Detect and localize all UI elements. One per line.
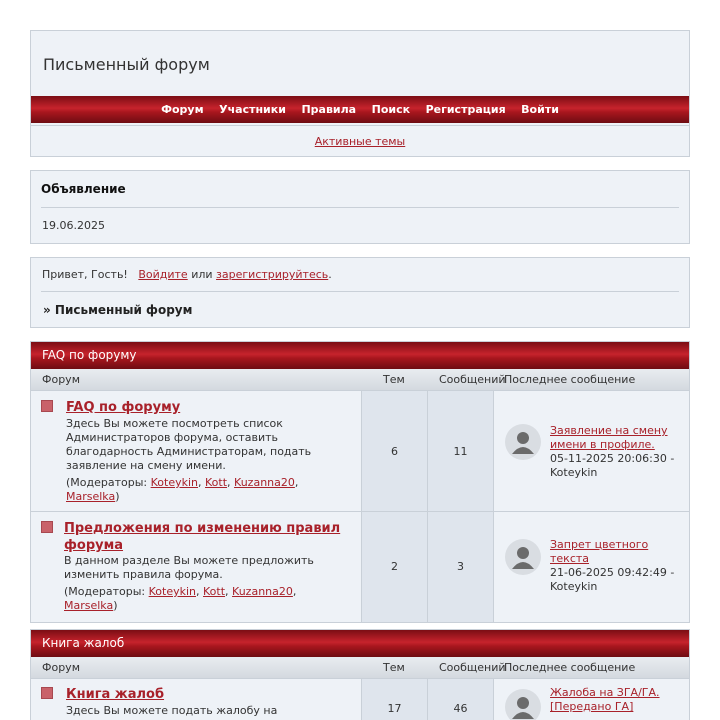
announcement-date: 19.06.2025 xyxy=(42,219,105,232)
forum-description: Здесь Вы можете посмотреть список Администраторов форума, оставить благодарность Администраторам, подать заявление на смену имени. xyxy=(66,417,312,472)
nav-members-link[interactable]: Участники xyxy=(219,103,286,116)
topics-count: 6 xyxy=(361,391,427,511)
last-post-info xyxy=(550,424,685,480)
user-avatar-icon xyxy=(505,689,541,720)
forum-title-link[interactable]: Книга жалоб xyxy=(66,687,165,702)
last-post-link[interactable]: Запрет цветного текста xyxy=(550,538,649,565)
moderator-link[interactable]: Kuzanna20 xyxy=(232,585,293,598)
col-topics: Тем xyxy=(383,373,405,386)
forum-title-link[interactable]: Предложения по изменению правил форума xyxy=(64,521,341,553)
moderator-link[interactable]: Marselka xyxy=(66,490,116,503)
or-text: или xyxy=(191,268,213,281)
board-title: Письменный форум xyxy=(43,55,210,74)
moderator-link[interactable]: Kuzanna20 xyxy=(234,476,295,489)
column-headers xyxy=(31,369,689,391)
announcement-panel xyxy=(30,170,690,244)
category-title[interactable]: Книга жалоб xyxy=(31,630,689,657)
divider xyxy=(41,291,679,292)
last-post-info xyxy=(550,538,685,594)
forum-description: Здесь Вы можете подать жалобу на xyxy=(66,704,278,717)
sub-navbar xyxy=(31,125,689,157)
breadcrumb: » Письменный форум xyxy=(43,303,193,317)
column-headers xyxy=(31,657,689,679)
last-post-link[interactable]: Жалоба на ЗГА/ГА. [Передано ГА] xyxy=(550,686,660,713)
last-post xyxy=(493,679,689,720)
nav-search-link[interactable]: Поиск xyxy=(371,103,411,116)
posts-count: 11 xyxy=(427,391,493,511)
col-last-post: Последнее сообщение xyxy=(504,373,636,386)
forum-row xyxy=(31,679,689,720)
nav-login-link[interactable]: Войти xyxy=(521,103,559,116)
guest-greeting: Привет, Гость! xyxy=(42,268,128,281)
forum-header xyxy=(30,30,690,157)
nav-register-link[interactable]: Регистрация xyxy=(425,103,506,116)
col-topics: Тем xyxy=(383,661,405,674)
register-link[interactable]: зарегистрируйтесь xyxy=(216,268,329,281)
welcome-text xyxy=(42,268,332,281)
forum-moderators: (Модераторы: Koteykin, Kott, Kuzanna20, Marselka) xyxy=(64,585,297,612)
main-navbar xyxy=(31,96,689,123)
posts-count: 3 xyxy=(427,512,493,622)
nav-rules-link[interactable]: Правила xyxy=(301,103,357,116)
forum-title-link[interactable]: FAQ по форуму xyxy=(66,400,181,415)
col-forum: Форум xyxy=(42,661,80,674)
col-forum: Форум xyxy=(42,373,80,386)
moderator-link[interactable]: Kott xyxy=(203,585,226,598)
forum-row xyxy=(31,391,689,512)
nav-forum-link[interactable]: Форум xyxy=(161,103,204,116)
user-avatar-icon xyxy=(505,539,541,575)
last-post-date: 21-06-2025 09:42:49 - xyxy=(550,566,675,579)
posts-count: 46 xyxy=(427,679,493,720)
col-posts: Сообщений xyxy=(439,373,506,386)
forum-row xyxy=(31,512,689,622)
last-post-link[interactable]: Заявление на смену имени в профиле. xyxy=(550,424,668,451)
last-post-user: Koteykin xyxy=(550,580,598,593)
mods-label: (Модераторы: xyxy=(64,585,146,598)
col-posts: Сообщений xyxy=(439,661,506,674)
last-post-info xyxy=(550,686,685,714)
active-topics-link[interactable]: Активные темы xyxy=(314,135,406,148)
moderator-link[interactable]: Koteykin xyxy=(148,585,197,598)
mods-label: (Модераторы: xyxy=(66,476,148,489)
period-text: . xyxy=(328,268,332,281)
topics-count: 17 xyxy=(361,679,427,720)
forum-status-icon xyxy=(41,400,53,412)
col-last-post: Последнее сообщение xyxy=(504,661,636,674)
divider xyxy=(41,207,679,208)
moderator-link[interactable]: Marselka xyxy=(64,599,114,612)
forum-status-icon xyxy=(41,521,53,533)
welcome-panel xyxy=(30,257,690,328)
last-post xyxy=(493,512,689,622)
last-post-user: Koteykin xyxy=(550,466,598,479)
last-post xyxy=(493,391,689,511)
moderator-link[interactable]: Kott xyxy=(205,476,228,489)
category-faq xyxy=(30,341,690,623)
announcement-title: Объявление xyxy=(41,182,126,196)
forum-moderators: (Модераторы: Koteykin, Kott, Kuzanna20, Marselka) xyxy=(66,476,299,503)
category-title[interactable]: FAQ по форуму xyxy=(31,342,689,369)
category-complaints xyxy=(30,629,690,720)
forum-status-icon xyxy=(41,687,53,699)
user-avatar-icon xyxy=(505,424,541,460)
last-post-date: 05-11-2025 20:06:30 - xyxy=(550,452,675,465)
login-link[interactable]: Войдите xyxy=(138,268,188,281)
topics-count: 2 xyxy=(361,512,427,622)
forum-description: В данном разделе Вы можете предложить изменить правила форума. xyxy=(64,554,314,581)
moderator-link[interactable]: Koteykin xyxy=(150,476,199,489)
